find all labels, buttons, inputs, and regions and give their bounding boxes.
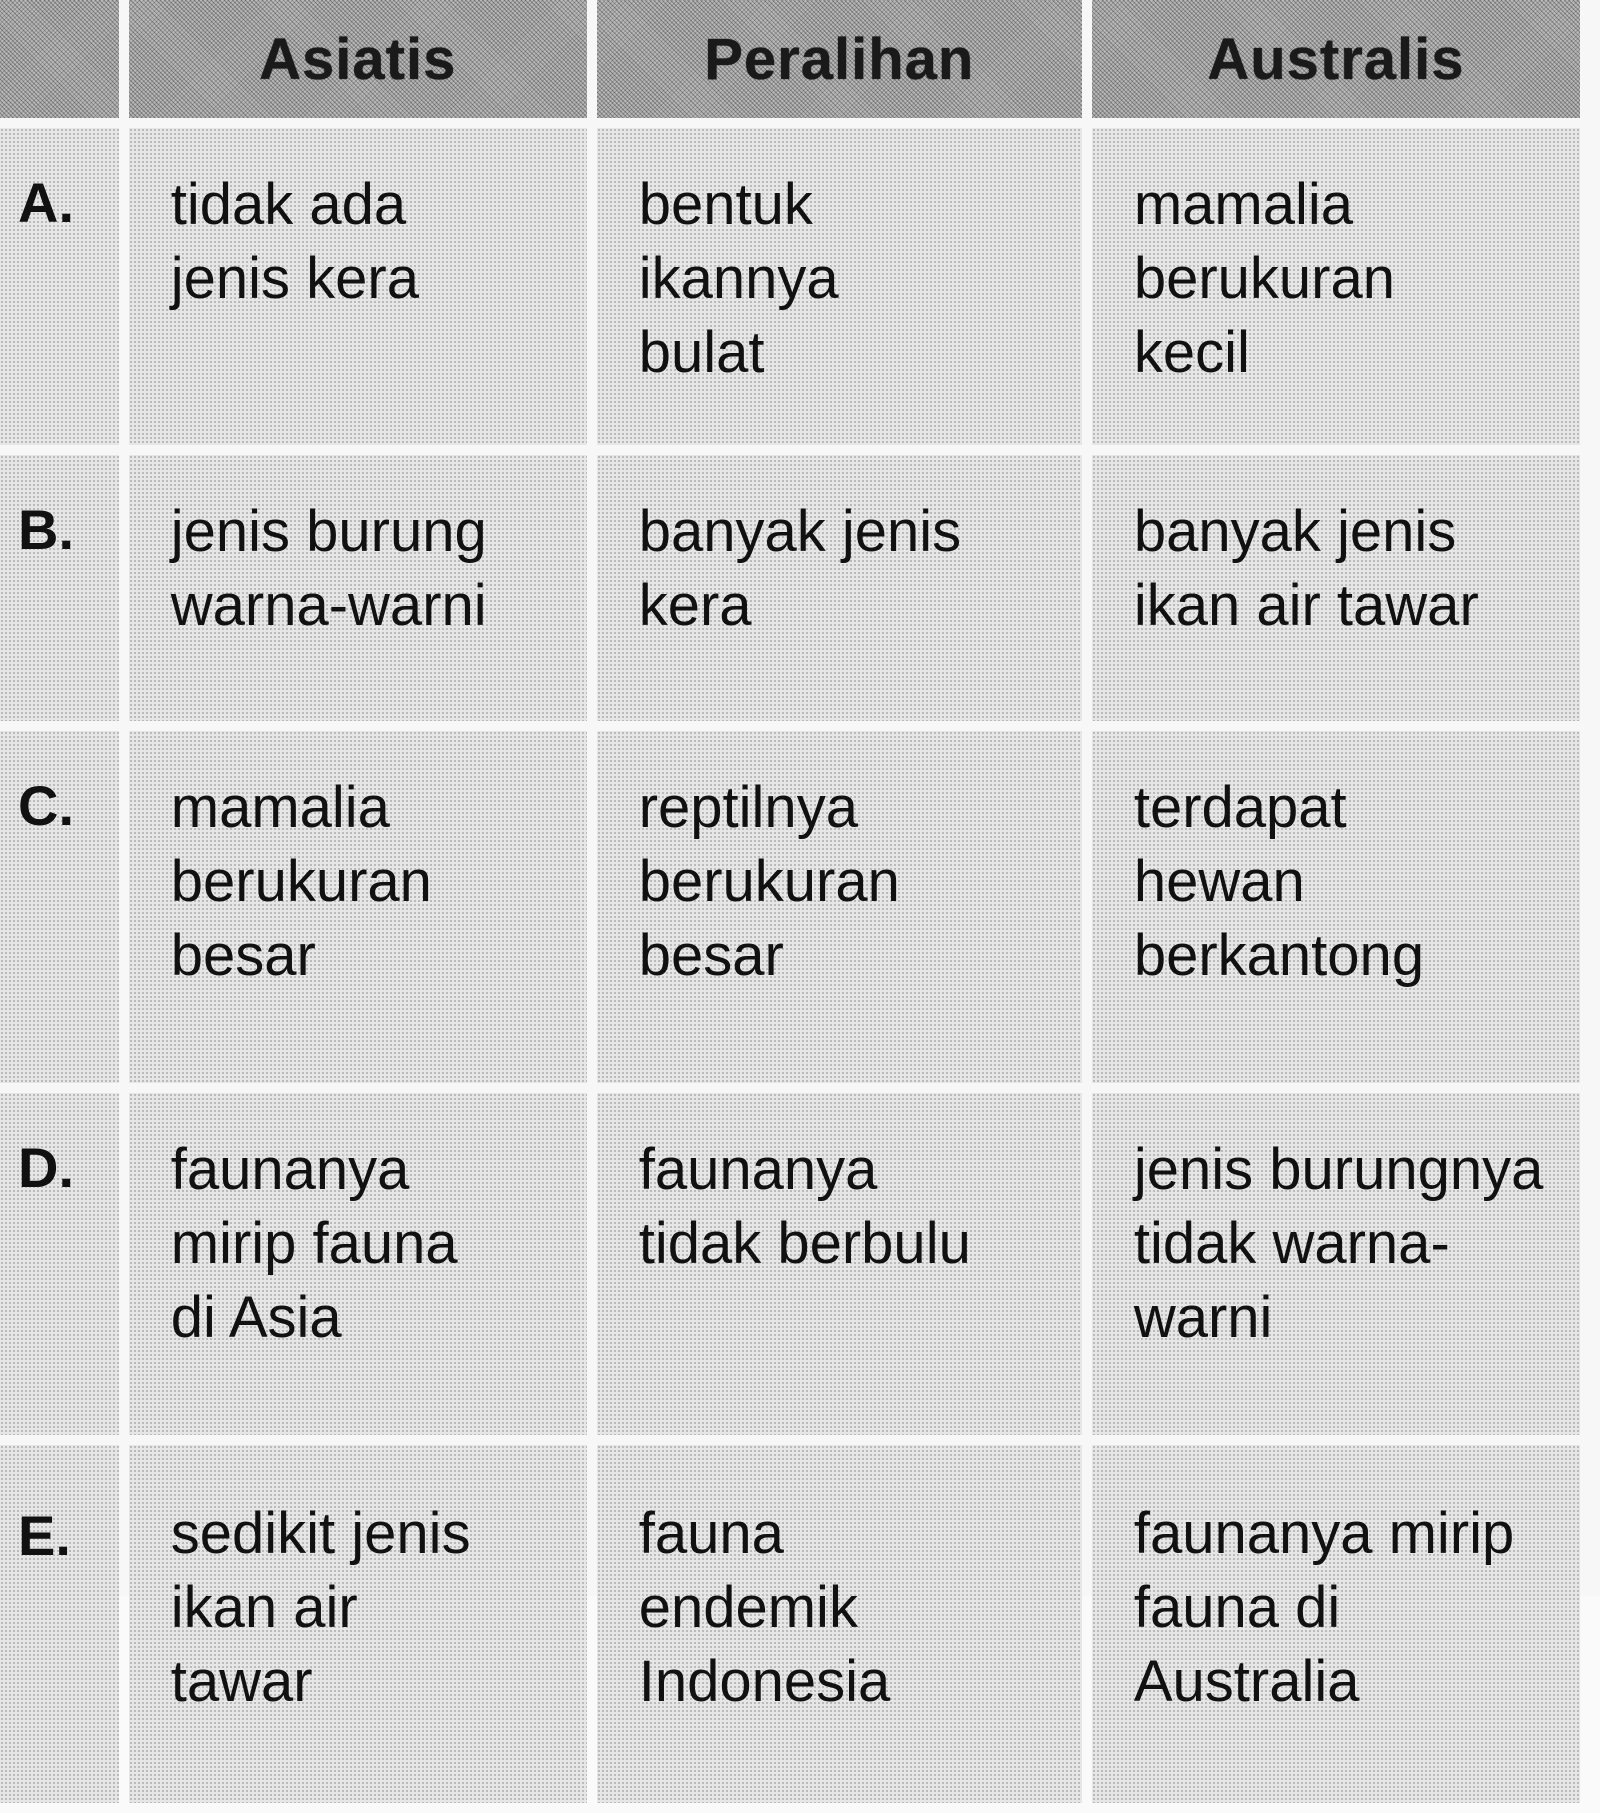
cell-e-peralihan xyxy=(597,1445,1082,1803)
cell-line: warna-warni xyxy=(170,573,487,638)
table-row-e xyxy=(0,1445,1580,1803)
cell-line: berukuran xyxy=(1133,246,1396,311)
cell-line: kera xyxy=(638,573,752,638)
cell-e-australis xyxy=(1092,1445,1580,1803)
cell-line: ikannya xyxy=(638,246,839,311)
cell-line: tawar xyxy=(170,1649,313,1714)
cell-line: tidak ada xyxy=(170,172,407,237)
cell-line: fauna xyxy=(638,1501,784,1566)
cell-line: jenis burungnya xyxy=(1133,1137,1544,1202)
cell-line: hewan xyxy=(1133,849,1305,914)
cell-line: fauna di xyxy=(1133,1575,1341,1640)
cell-line: jenis kera xyxy=(170,246,419,311)
cell-line: faunanya xyxy=(170,1137,410,1202)
cell-line: berukuran xyxy=(638,849,900,914)
option-label-d: D. xyxy=(0,1093,119,1435)
cell-line: reptilnya xyxy=(638,775,858,840)
table-row-a xyxy=(0,128,1580,445)
cell-line: sedikit jenis xyxy=(170,1501,471,1566)
cell-line: faunanya xyxy=(638,1137,878,1202)
cell-line: Indonesia xyxy=(638,1649,891,1714)
cell-b-asiatis xyxy=(129,455,587,721)
option-label-a: A. xyxy=(0,128,119,445)
cell-line: warni xyxy=(1133,1285,1273,1350)
cell-a-australis xyxy=(1092,128,1580,445)
cell-line: di Asia xyxy=(170,1285,342,1350)
header-peralihan: Peralihan xyxy=(597,0,1082,118)
header-asiatis: Asiatis xyxy=(129,0,587,118)
cell-line: faunanya mirip xyxy=(1133,1501,1515,1566)
cell-c-australis xyxy=(1092,731,1580,1083)
cell-a-asiatis xyxy=(129,128,587,445)
table-header-row xyxy=(0,0,1580,118)
cell-c-peralihan xyxy=(597,731,1082,1083)
cell-line: banyak jenis xyxy=(638,499,962,564)
cell-b-australis xyxy=(1092,455,1580,721)
cell-line: banyak jenis xyxy=(1133,499,1457,564)
cell-line: endemik xyxy=(638,1575,858,1640)
cell-line: jenis burung xyxy=(170,499,487,564)
option-label-b: B. xyxy=(0,455,119,721)
cell-line: berkantong xyxy=(1133,923,1425,988)
table-row-c xyxy=(0,731,1580,1083)
cell-line: tidak warna- xyxy=(1133,1211,1450,1276)
cell-line: mamalia xyxy=(1133,172,1354,237)
cell-line: berukuran xyxy=(170,849,432,914)
cell-line: ikan air xyxy=(170,1575,358,1640)
cell-line: besar xyxy=(638,923,784,988)
cell-d-peralihan xyxy=(597,1093,1082,1435)
cell-c-asiatis xyxy=(129,731,587,1083)
cell-d-australis xyxy=(1092,1093,1580,1435)
cell-a-peralihan xyxy=(597,128,1082,445)
header-corner-cell xyxy=(0,0,119,118)
cell-line: besar xyxy=(170,923,316,988)
cell-line: tidak berbulu xyxy=(638,1211,971,1276)
cell-line: bentuk xyxy=(638,172,813,237)
table-row-d xyxy=(0,1093,1580,1435)
cell-line: mamalia xyxy=(170,775,390,840)
cell-line: mirip fauna xyxy=(170,1211,458,1276)
cell-line: terdapat xyxy=(1133,775,1347,840)
table-row-b xyxy=(0,455,1580,721)
option-label-e: E. xyxy=(0,1445,119,1803)
cell-line: kecil xyxy=(1133,320,1250,385)
cell-line: Australia xyxy=(1133,1649,1360,1714)
cell-line: bulat xyxy=(638,320,765,385)
cell-b-peralihan xyxy=(597,455,1082,721)
cell-d-asiatis xyxy=(129,1093,587,1435)
cell-line: ikan air tawar xyxy=(1133,573,1479,638)
header-australis: Australis xyxy=(1092,0,1580,118)
option-label-c: C. xyxy=(0,731,119,1083)
cell-e-asiatis xyxy=(129,1445,587,1803)
